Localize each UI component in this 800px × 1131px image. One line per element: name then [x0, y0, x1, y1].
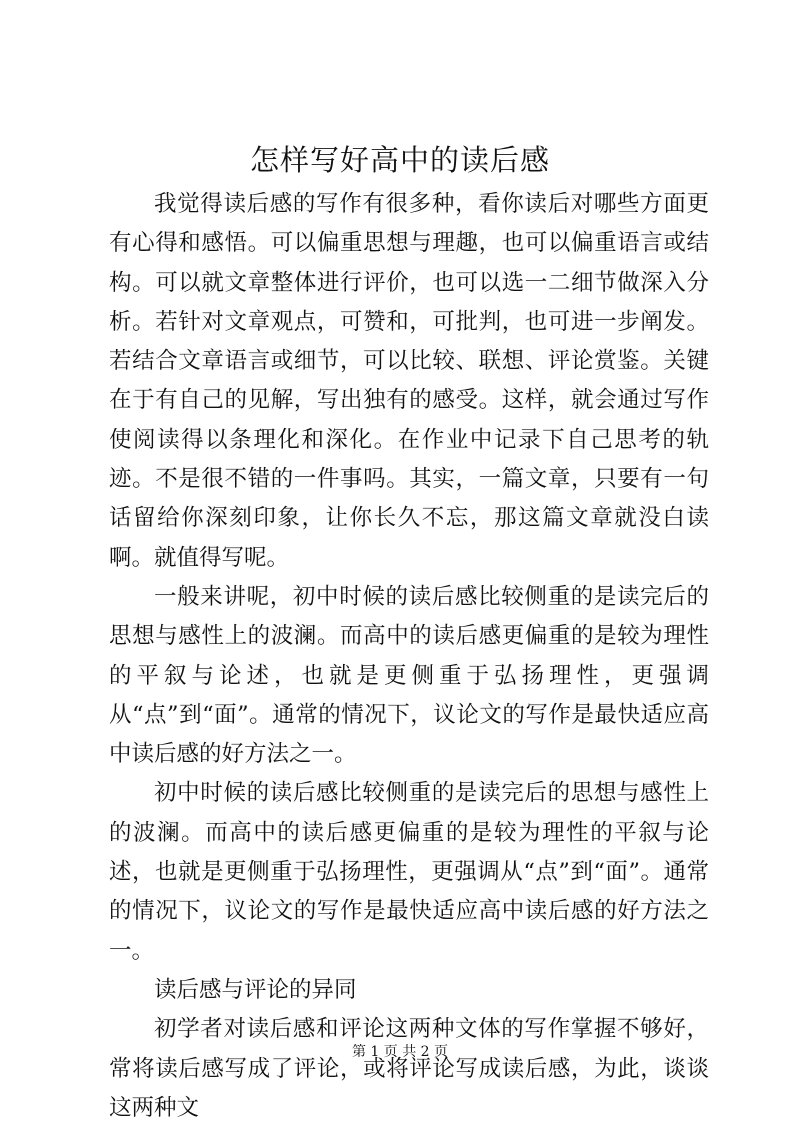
- paragraph-4: 初学者对读后感和评论这两种文体的写作掌握不够好，常将读后感写成了评论，或将评论写成读后感，为此，谈谈这两种文: [109, 1016, 709, 1121]
- document-body: [109, 185, 709, 1128]
- paragraph-1: 我觉得读后感的写作有很多种，看你读后对哪些方面更有心得和感悟。可以偏重思想与理趣，也可以偏重语言或结构。可以就文章整体进行评价，也可以选一二细节做深入分析。若针对文章观点，可赞和，可批判，也可进一步阐发。若结合文章语言或细节，可以比较、联想、评论赏鉴。关键在于有自己的见解，写出独有的感受。这样，就会通过写作使阅读得以条理化和深化。在作业中记录下自己思考的轨迹。不是很不错的一件事吗。其实，一篇文章，只要有一句话留给你深刻印象，让你长久不忘，那这篇文章就没白读啊。就值得写呢。: [109, 191, 709, 571]
- document-title: 怎样写好高中的读后感: [249, 143, 550, 177]
- paragraph-2: 一般来讲呢，初中时候的读后感比较侧重的是读完后的思想与感性上的波澜。而高中的读后感更偏重的是较为理性的平叙与论述，也就是更侧重于弘扬理性，更强调从“点”到“面”。通常的情况下，议论文的写作是最快适应高中读后感的好方法之一。: [109, 583, 709, 768]
- paragraph-3: 初中时候的读后感比较侧重的是读完后的思想与感性上的波澜。而高中的读后感更偏重的是较为理性的平叙与论述，也就是更侧重于弘扬理性，更强调从“点”到“面”。通常的情况下，议论文的写作是最快适应高中读后感的好方法之一。: [109, 780, 709, 964]
- page-footer: 第 1 页 共 2 页: [351, 1044, 449, 1060]
- section-heading: 读后感与评论的异同: [154, 976, 357, 1003]
